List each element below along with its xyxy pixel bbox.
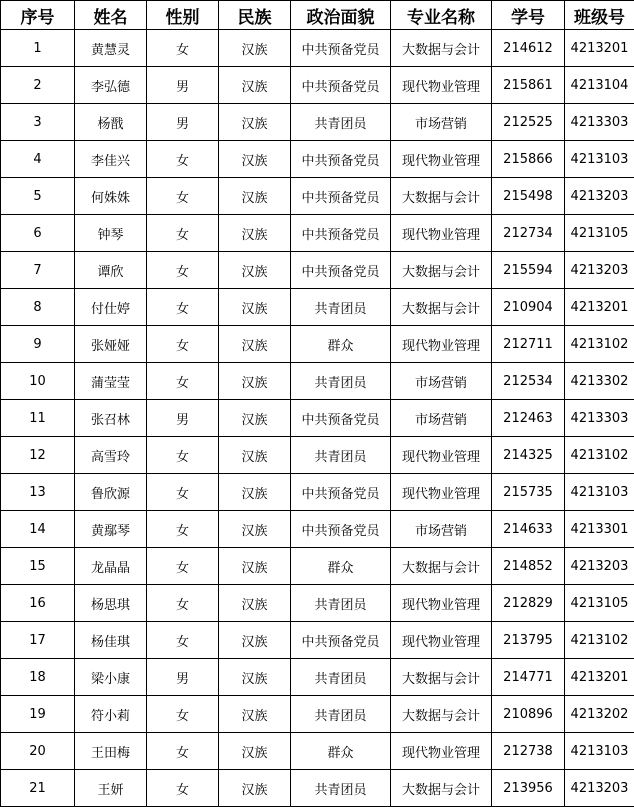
- cell-student-id: 212829: [492, 585, 565, 622]
- cell-political-status: 中共预备党员: [291, 622, 391, 659]
- cell-seq: 10: [1, 363, 75, 400]
- cell-name: 黄鄢琴: [75, 511, 147, 548]
- table-row: [1, 659, 634, 696]
- cell-student-id: 212534: [492, 363, 565, 400]
- cell-ethnicity: 汉族: [219, 363, 291, 400]
- cell-class-id: 4213102: [565, 622, 634, 659]
- cell-seq: 13: [1, 474, 75, 511]
- cell-ethnicity: 汉族: [219, 400, 291, 437]
- cell-student-id: 214325: [492, 437, 565, 474]
- cell-major: 大数据与会计: [391, 659, 492, 696]
- cell-seq: 2: [1, 67, 75, 104]
- cell-student-id: 215735: [492, 474, 565, 511]
- table-row: [1, 400, 634, 437]
- cell-gender: 女: [147, 326, 219, 363]
- cell-ethnicity: 汉族: [219, 437, 291, 474]
- cell-gender: 女: [147, 30, 219, 67]
- table-row: [1, 622, 634, 659]
- cell-ethnicity: 汉族: [219, 659, 291, 696]
- cell-class-id: 4213103: [565, 474, 634, 511]
- cell-major: 大数据与会计: [391, 289, 492, 326]
- cell-gender: 女: [147, 474, 219, 511]
- cell-political-status: 中共预备党员: [291, 511, 391, 548]
- cell-major: 市场营销: [391, 511, 492, 548]
- cell-gender: 女: [147, 437, 219, 474]
- table-row: [1, 178, 634, 215]
- cell-class-id: 4213203: [565, 548, 634, 585]
- cell-ethnicity: 汉族: [219, 585, 291, 622]
- cell-gender: 女: [147, 696, 219, 733]
- cell-student-id: 215498: [492, 178, 565, 215]
- cell-seq: 18: [1, 659, 75, 696]
- cell-name: 杨戬: [75, 104, 147, 141]
- cell-gender: 女: [147, 622, 219, 659]
- cell-seq: 3: [1, 104, 75, 141]
- cell-class-id: 4213201: [565, 30, 634, 67]
- cell-class-id: 4213203: [565, 252, 634, 289]
- cell-major: 市场营销: [391, 104, 492, 141]
- table-row: [1, 770, 634, 807]
- cell-student-id: 213956: [492, 770, 565, 807]
- cell-student-id: 212711: [492, 326, 565, 363]
- cell-gender: 女: [147, 733, 219, 770]
- cell-name: 王妍: [75, 770, 147, 807]
- cell-major: 现代物业管理: [391, 585, 492, 622]
- cell-political-status: 中共预备党员: [291, 141, 391, 178]
- cell-ethnicity: 汉族: [219, 215, 291, 252]
- cell-seq: 21: [1, 770, 75, 807]
- cell-student-id: 214633: [492, 511, 565, 548]
- cell-ethnicity: 汉族: [219, 474, 291, 511]
- cell-name: 符小莉: [75, 696, 147, 733]
- cell-class-id: 4213103: [565, 141, 634, 178]
- cell-ethnicity: 汉族: [219, 733, 291, 770]
- cell-student-id: 212734: [492, 215, 565, 252]
- cell-political-status: 中共预备党员: [291, 252, 391, 289]
- header-class-id: 班级号: [565, 1, 634, 30]
- cell-major: 现代物业管理: [391, 437, 492, 474]
- cell-gender: 女: [147, 215, 219, 252]
- cell-major: 大数据与会计: [391, 252, 492, 289]
- header-seq: 序号: [1, 1, 75, 30]
- cell-political-status: 中共预备党员: [291, 215, 391, 252]
- table-row: [1, 30, 634, 67]
- cell-class-id: 4213202: [565, 696, 634, 733]
- cell-class-id: 4213105: [565, 585, 634, 622]
- table-row: [1, 548, 634, 585]
- cell-political-status: 共青团员: [291, 104, 391, 141]
- cell-seq: 17: [1, 622, 75, 659]
- table-row: [1, 104, 634, 141]
- cell-student-id: 212738: [492, 733, 565, 770]
- cell-student-id: 210896: [492, 696, 565, 733]
- cell-political-status: 共青团员: [291, 363, 391, 400]
- cell-class-id: 4213302: [565, 363, 634, 400]
- cell-name: 李佳兴: [75, 141, 147, 178]
- table-row: [1, 511, 634, 548]
- cell-seq: 9: [1, 326, 75, 363]
- header-student-id: 学号: [492, 1, 565, 30]
- cell-student-id: 213795: [492, 622, 565, 659]
- cell-class-id: 4213105: [565, 215, 634, 252]
- cell-seq: 12: [1, 437, 75, 474]
- cell-name: 鲁欣源: [75, 474, 147, 511]
- cell-seq: 5: [1, 178, 75, 215]
- table-row: [1, 474, 634, 511]
- cell-name: 王田梅: [75, 733, 147, 770]
- cell-class-id: 4213203: [565, 178, 634, 215]
- cell-ethnicity: 汉族: [219, 141, 291, 178]
- table-row: [1, 733, 634, 770]
- cell-gender: 女: [147, 178, 219, 215]
- cell-major: 大数据与会计: [391, 178, 492, 215]
- cell-ethnicity: 汉族: [219, 30, 291, 67]
- cell-name: 付仕婷: [75, 289, 147, 326]
- cell-name: 谭欣: [75, 252, 147, 289]
- table-header: [1, 1, 634, 30]
- cell-student-id: 210904: [492, 289, 565, 326]
- header-ethnicity: 民族: [219, 1, 291, 30]
- cell-political-status: 群众: [291, 326, 391, 363]
- cell-seq: 8: [1, 289, 75, 326]
- cell-major: 现代物业管理: [391, 326, 492, 363]
- cell-name: 张召林: [75, 400, 147, 437]
- cell-class-id: 4213301: [565, 511, 634, 548]
- table-row: [1, 437, 634, 474]
- cell-student-id: 212525: [492, 104, 565, 141]
- cell-political-status: 共青团员: [291, 289, 391, 326]
- cell-class-id: 4213102: [565, 437, 634, 474]
- cell-political-status: 共青团员: [291, 659, 391, 696]
- cell-major: 市场营销: [391, 363, 492, 400]
- cell-class-id: 4213303: [565, 104, 634, 141]
- cell-name: 李弘德: [75, 67, 147, 104]
- cell-major: 现代物业管理: [391, 141, 492, 178]
- cell-seq: 14: [1, 511, 75, 548]
- cell-seq: 1: [1, 30, 75, 67]
- cell-student-id: 215866: [492, 141, 565, 178]
- cell-ethnicity: 汉族: [219, 770, 291, 807]
- table-row: [1, 585, 634, 622]
- cell-political-status: 群众: [291, 548, 391, 585]
- cell-ethnicity: 汉族: [219, 67, 291, 104]
- cell-name: 钟琴: [75, 215, 147, 252]
- cell-class-id: 4213201: [565, 659, 634, 696]
- header-name: 姓名: [75, 1, 147, 30]
- cell-name: 黄慧灵: [75, 30, 147, 67]
- cell-name: 梁小康: [75, 659, 147, 696]
- table-row: [1, 215, 634, 252]
- cell-major: 现代物业管理: [391, 622, 492, 659]
- cell-student-id: 214771: [492, 659, 565, 696]
- cell-ethnicity: 汉族: [219, 511, 291, 548]
- cell-ethnicity: 汉族: [219, 696, 291, 733]
- cell-seq: 15: [1, 548, 75, 585]
- cell-name: 张娅娅: [75, 326, 147, 363]
- cell-major: 大数据与会计: [391, 548, 492, 585]
- header-row: [1, 1, 634, 30]
- cell-name: 蒲莹莹: [75, 363, 147, 400]
- cell-political-status: 中共预备党员: [291, 30, 391, 67]
- table-row: [1, 363, 634, 400]
- cell-ethnicity: 汉族: [219, 178, 291, 215]
- cell-political-status: 共青团员: [291, 696, 391, 733]
- cell-class-id: 4213201: [565, 289, 634, 326]
- table-row: [1, 67, 634, 104]
- cell-name: 何姝姝: [75, 178, 147, 215]
- cell-major: 市场营销: [391, 400, 492, 437]
- cell-major: 大数据与会计: [391, 770, 492, 807]
- cell-seq: 6: [1, 215, 75, 252]
- cell-gender: 女: [147, 770, 219, 807]
- cell-seq: 16: [1, 585, 75, 622]
- cell-seq: 4: [1, 141, 75, 178]
- cell-student-id: 214852: [492, 548, 565, 585]
- table-row: [1, 289, 634, 326]
- cell-name: 高雪玲: [75, 437, 147, 474]
- cell-gender: 男: [147, 104, 219, 141]
- cell-political-status: 群众: [291, 733, 391, 770]
- cell-seq: 20: [1, 733, 75, 770]
- table-row: [1, 326, 634, 363]
- cell-political-status: 共青团员: [291, 437, 391, 474]
- table-row: [1, 696, 634, 733]
- cell-major: 现代物业管理: [391, 215, 492, 252]
- header-gender: 性别: [147, 1, 219, 30]
- cell-political-status: 共青团员: [291, 585, 391, 622]
- cell-political-status: 中共预备党员: [291, 400, 391, 437]
- cell-class-id: 4213203: [565, 770, 634, 807]
- cell-major: 现代物业管理: [391, 67, 492, 104]
- cell-seq: 11: [1, 400, 75, 437]
- cell-student-id: 212463: [492, 400, 565, 437]
- cell-gender: 女: [147, 252, 219, 289]
- cell-political-status: 中共预备党员: [291, 474, 391, 511]
- cell-gender: 女: [147, 289, 219, 326]
- cell-class-id: 4213103: [565, 733, 634, 770]
- cell-major: 现代物业管理: [391, 733, 492, 770]
- cell-ethnicity: 汉族: [219, 622, 291, 659]
- cell-major: 现代物业管理: [391, 474, 492, 511]
- cell-political-status: 中共预备党员: [291, 67, 391, 104]
- cell-class-id: 4213303: [565, 400, 634, 437]
- cell-name: 杨思琪: [75, 585, 147, 622]
- cell-gender: 女: [147, 585, 219, 622]
- cell-major: 大数据与会计: [391, 30, 492, 67]
- cell-gender: 女: [147, 511, 219, 548]
- cell-ethnicity: 汉族: [219, 289, 291, 326]
- cell-name: 龙晶晶: [75, 548, 147, 585]
- header-major: 专业名称: [391, 1, 492, 30]
- cell-gender: 女: [147, 141, 219, 178]
- cell-gender: 男: [147, 659, 219, 696]
- table-body: [1, 30, 634, 807]
- cell-student-id: 215594: [492, 252, 565, 289]
- cell-seq: 7: [1, 252, 75, 289]
- cell-ethnicity: 汉族: [219, 548, 291, 585]
- cell-class-id: 4213102: [565, 326, 634, 363]
- cell-student-id: 215861: [492, 67, 565, 104]
- cell-gender: 男: [147, 400, 219, 437]
- cell-major: 大数据与会计: [391, 696, 492, 733]
- cell-ethnicity: 汉族: [219, 326, 291, 363]
- table-row: [1, 141, 634, 178]
- cell-political-status: 中共预备党员: [291, 178, 391, 215]
- table-row: [1, 252, 634, 289]
- cell-class-id: 4213104: [565, 67, 634, 104]
- cell-student-id: 214612: [492, 30, 565, 67]
- cell-political-status: 共青团员: [291, 770, 391, 807]
- cell-ethnicity: 汉族: [219, 104, 291, 141]
- cell-gender: 女: [147, 548, 219, 585]
- cell-ethnicity: 汉族: [219, 252, 291, 289]
- cell-gender: 男: [147, 67, 219, 104]
- cell-seq: 19: [1, 696, 75, 733]
- header-political-status: 政治面貌: [291, 1, 391, 30]
- cell-name: 杨佳琪: [75, 622, 147, 659]
- cell-gender: 女: [147, 363, 219, 400]
